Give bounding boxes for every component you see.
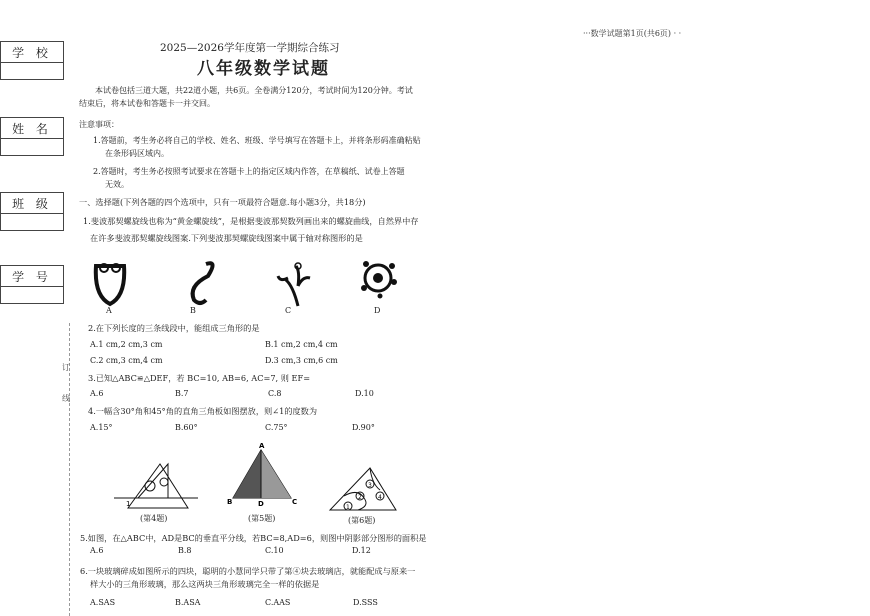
fig4-angle-label: 1 xyxy=(126,500,131,508)
note-1-line-2: 在条形码区域内。 xyxy=(105,149,169,158)
q1-opt-a: A xyxy=(106,306,112,315)
q5-opt-d: D.12 xyxy=(352,546,371,555)
q4-opt-d: D.90° xyxy=(352,423,375,432)
q1-figures xyxy=(88,256,418,318)
q6-line-1: 6.一块玻璃碎成如图所示的四块，聪明的小慧同学只带了第④块去玻璃店，就能配成与原来一 xyxy=(80,566,416,576)
q2-opt-d: D.3 cm,3 cm,6 cm xyxy=(265,356,338,365)
figure-a-icon xyxy=(96,264,124,304)
q1-opt-b: B xyxy=(190,306,196,315)
q3-stem: 3.已知△ABC≌△DEF，若 BC=10, AB=6, AC=7, 则 EF= xyxy=(88,373,311,383)
exam-title: 八年级数学试题 xyxy=(197,59,330,79)
exam-subtitle: 2025—2026学年度第一学期综合练习 xyxy=(160,42,340,54)
class-box xyxy=(0,192,64,231)
margin-mark-ding: 订 xyxy=(62,363,70,372)
fig6-label-3: 3 xyxy=(368,482,372,489)
q5-opt-c: C.10 xyxy=(265,546,284,555)
fig6-label-4: 4 xyxy=(378,494,382,501)
q2-opt-c: C.2 cm,3 cm,4 cm xyxy=(90,356,163,365)
student-no-label: 学 号 xyxy=(1,266,63,287)
intro-line-1: 本试卷包括三道大题，共22道小题，共6页。全卷满分120分，考试时间为120分钟。考试 xyxy=(95,86,413,95)
student-no-box xyxy=(0,265,64,304)
q4-stem: 4.一幅含30°角和45°角的直角三角板如图摆放，则∠1的度数为 xyxy=(88,406,318,416)
q1-opt-c: C xyxy=(285,306,292,315)
page-indicator: ···数学试题第1页(共6页) · · xyxy=(583,29,682,38)
note-1-line-1: 1.答题前，考生务必将自己的学校、姓名、班级、学号填写在答题卡上，并将条形码准确粘贴 xyxy=(93,136,421,145)
q3-opt-b: B.7 xyxy=(175,389,189,398)
intro-line-2: 结束后，将本试卷和答题卡一并交回。 xyxy=(79,99,215,108)
q4-opt-b: B.60° xyxy=(175,423,198,432)
q4-opt-a: A.15° xyxy=(90,423,113,432)
fig5-label-a: A xyxy=(259,442,265,450)
figure-d-icon xyxy=(361,261,397,299)
figure-q6 xyxy=(330,468,396,511)
fig5-label-c: C xyxy=(292,498,298,506)
q2-opt-a: A.1 cm,2 cm,3 cm xyxy=(90,340,163,349)
q6-opt-b: B.ASA xyxy=(175,598,201,607)
q5-stem: 5.如图，在△ABC中，AD是BC的垂直平分线，若BC=8,AD=6，则图中阴影部分图形的面积是 xyxy=(80,533,427,543)
fig4-caption: (第4题) xyxy=(140,514,168,523)
q6-opt-d: D.SSS xyxy=(353,598,378,607)
q6-line-2: 样大小的三角形玻璃，那么这两块三角形玻璃完全一样的依据是 xyxy=(90,579,320,589)
q3-opt-c: C.8 xyxy=(268,389,282,398)
figure-q5 xyxy=(227,442,297,508)
figure-c-icon xyxy=(278,263,310,306)
note-2-line-1: 2.答题时，考生务必按照考试要求在答题卡上的指定区域内作答，在草稿纸、试卷上答题 xyxy=(93,167,405,176)
q1-line-2: 在许多斐波那契螺旋线图案.下列斐波那契螺旋线图案中属于轴对称图形的是 xyxy=(90,233,363,243)
fig6-label-2: 2 xyxy=(358,494,362,501)
q1-line-1: 1.斐波那契螺旋线也称为“黄金螺旋线”，是根据斐波那契数列画出来的螺旋曲线，自然界中存 xyxy=(83,216,419,226)
q4-opt-c: C.75° xyxy=(265,423,288,432)
fig6-label-1: 1 xyxy=(346,504,350,511)
q2-stem: 2.在下列长度的三条线段中，能组成三角形的是 xyxy=(88,323,260,333)
fig5-label-d: D xyxy=(258,500,264,508)
margin-mark-xian: 线 xyxy=(62,394,70,403)
name-box xyxy=(0,117,64,156)
figure-q4 xyxy=(114,464,198,508)
fig6-caption: (第6题) xyxy=(348,516,376,525)
school-box xyxy=(0,41,64,80)
class-label: 班 级 xyxy=(1,193,63,214)
q2-opt-b: B.1 cm,2 cm,4 cm xyxy=(265,340,338,349)
notes-title: 注意事项： xyxy=(79,120,119,129)
note-2-line-2: 无效。 xyxy=(105,180,129,189)
q1-opt-d: D xyxy=(374,306,381,315)
figure-b-icon xyxy=(193,263,213,303)
section-1-heading: 一、选择题(下列各题的四个选项中，只有一项最符合题意.每小题3分，共18分) xyxy=(79,197,366,207)
name-label: 姓 名 xyxy=(1,118,63,139)
q5-opt-b: B.8 xyxy=(178,546,192,555)
fig5-caption: (第5题) xyxy=(248,514,276,523)
school-label: 学 校 xyxy=(1,42,63,63)
q5-opt-a: A.6 xyxy=(90,546,104,555)
q3-opt-d: D.10 xyxy=(355,389,374,398)
q6-opt-a: A.SAS xyxy=(90,598,116,607)
fig5-label-b: B xyxy=(227,498,233,506)
q3-opt-a: A.6 xyxy=(90,389,104,398)
q6-opt-c: C.AAS xyxy=(265,598,291,607)
